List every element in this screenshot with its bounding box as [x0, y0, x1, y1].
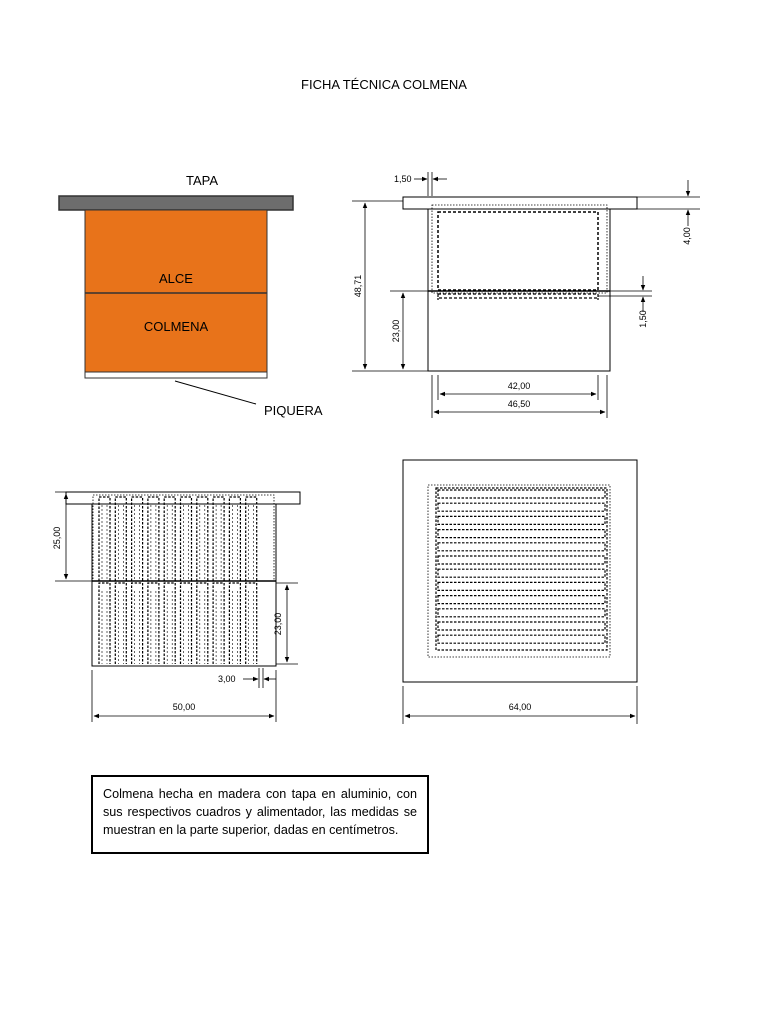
frame-outline	[246, 583, 257, 664]
frame-outline	[148, 583, 159, 664]
dim-front-frame-spacing: 3,00	[218, 674, 236, 684]
label-colmena: COLMENA	[143, 319, 209, 334]
frame-top-outline	[438, 516, 605, 524]
frame-outline	[132, 497, 143, 581]
frame-top-outline	[438, 503, 605, 511]
frame-top-outline	[438, 596, 605, 604]
frame-outline	[99, 583, 110, 664]
description-box: Colmena hecha en madera con tapa en aluminio, con sus respectivos cuadros y alimentador, las medidas se muestran en la parte superior, dadas en centímetros.	[91, 775, 429, 854]
frame-top-outline	[438, 530, 605, 538]
frame-outline	[229, 583, 240, 664]
dim-side-lid-height: 4,00	[682, 227, 692, 245]
label-piquera: PIQUERA	[264, 403, 323, 418]
frame-top-outline	[438, 490, 605, 498]
frame-outline	[213, 583, 224, 664]
top-view-labels	[509, 702, 532, 712]
hive-illustration	[59, 173, 323, 418]
frame-outline	[115, 497, 126, 581]
top-view	[403, 460, 637, 724]
frame-top-outline	[438, 622, 605, 630]
frame-outline	[99, 497, 110, 581]
frame-top-outline	[438, 635, 605, 643]
dim-side-gap: 1,50	[638, 310, 648, 328]
frame-outline	[246, 497, 257, 581]
page-title: FICHA TÉCNICA COLMENA	[301, 77, 467, 92]
dim-top-width: 64,00	[508, 702, 532, 712]
dim-side-total-height: 48,71	[353, 274, 363, 298]
dim-front-width: 50,00	[172, 702, 196, 712]
frame-outline	[164, 583, 175, 664]
frame-outline	[213, 497, 224, 581]
frame-outline	[164, 497, 175, 581]
frames-boundary	[436, 488, 607, 650]
frame-top-outline	[438, 582, 605, 590]
frame-outline	[197, 497, 208, 581]
dim-side-lower-height: 23,00	[391, 319, 401, 343]
frame-top-outline	[438, 556, 605, 564]
frame-top-outline	[438, 543, 605, 551]
frame-outline	[197, 583, 208, 664]
label-tapa: TAPA	[185, 173, 219, 188]
piquera-leader	[175, 381, 256, 404]
dim-side-lid-thickness: 1,50	[394, 174, 412, 184]
dim-front-upper-height: 25,00	[52, 526, 62, 550]
frame-outline	[181, 583, 192, 664]
frame-outline	[229, 497, 240, 581]
front-view	[55, 492, 300, 722]
frame-outline	[132, 583, 143, 664]
frame-top-outline	[438, 609, 605, 617]
hive-entrance	[85, 372, 267, 378]
frame-outline	[115, 583, 126, 664]
dim-side-inner-width: 42,00	[507, 381, 531, 391]
frame-outline	[148, 497, 159, 581]
frame-top-outline	[438, 569, 605, 577]
label-alce: ALCE	[159, 271, 193, 286]
dim-side-outer-width: 46,50	[507, 399, 531, 409]
dim-front-lower-height: 23,00	[273, 612, 283, 636]
hive-lid	[59, 196, 293, 210]
frame-outline	[181, 497, 192, 581]
